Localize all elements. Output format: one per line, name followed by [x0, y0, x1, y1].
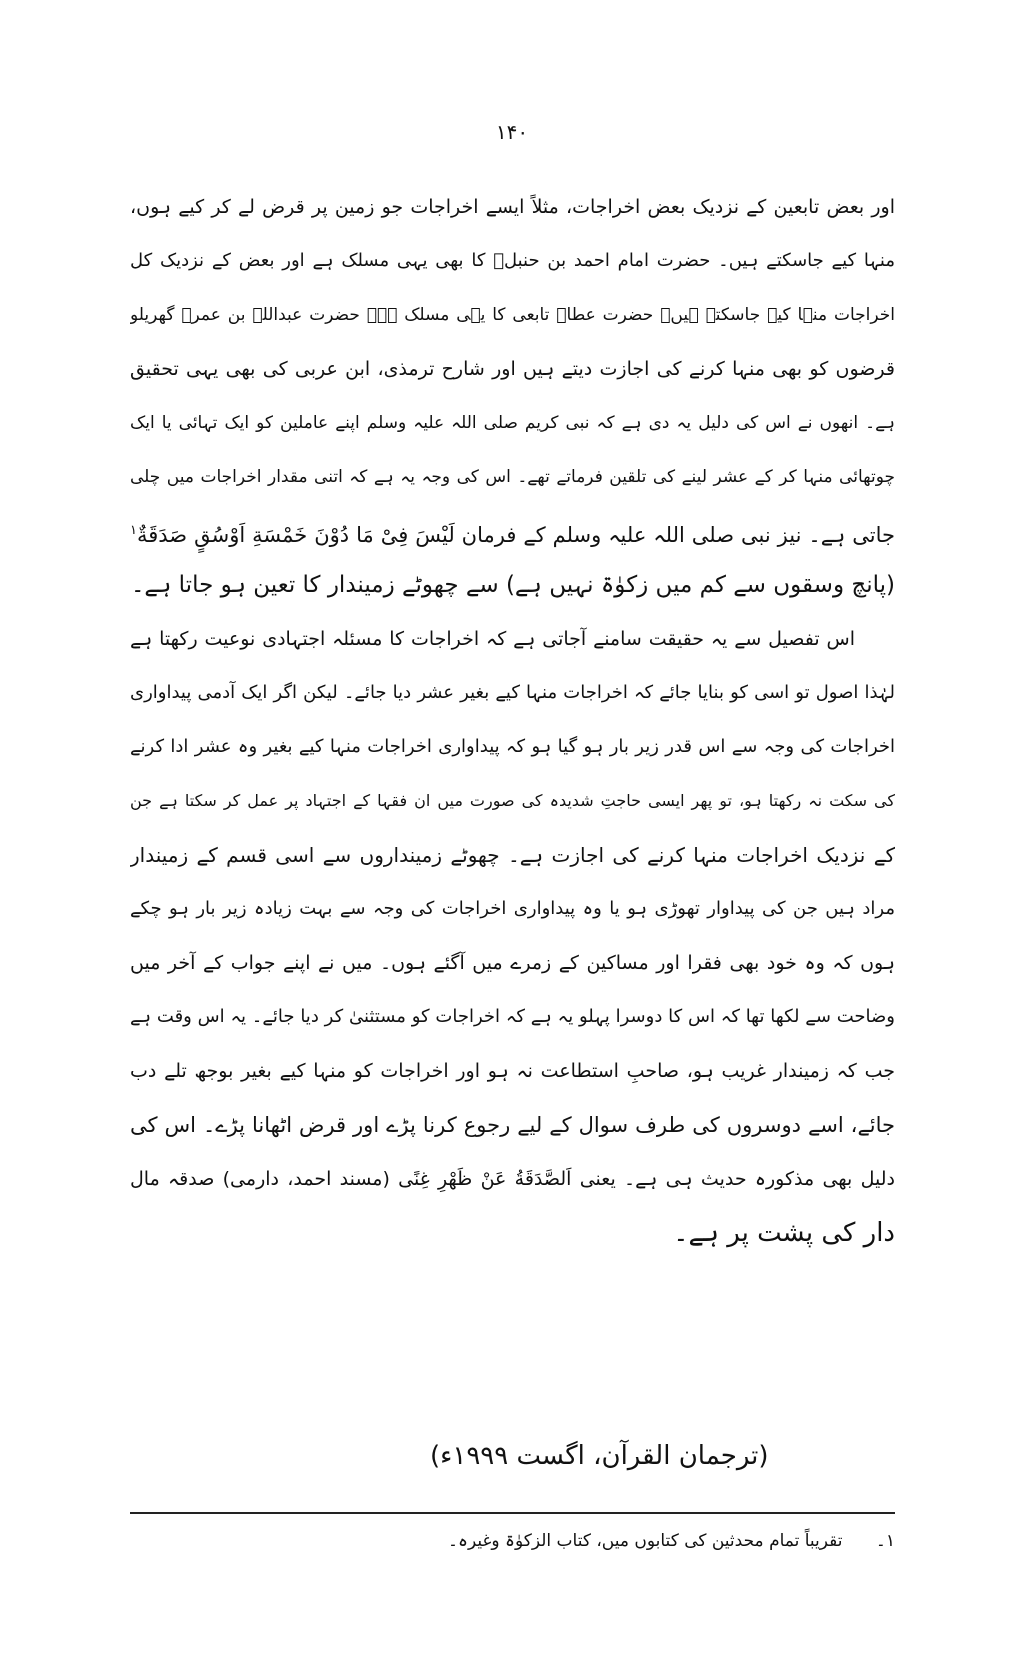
body-text	[130, 180, 895, 1260]
text-line: دار کی پشت پر ہے۔	[673, 1218, 895, 1248]
text-line: منہا کیے جاسکتے ہیں۔ حضرت امام احمد بن حنبلؒ کا بھی یہی مسلک ہے اور بعض کے نزدیک کل	[130, 250, 895, 271]
source-citation: (ترجمان القرآن، اگست ۱۹۹۹ء)	[430, 1441, 769, 1471]
footnote-number: ۱۔	[875, 1531, 895, 1551]
text-line: ہے۔ انھوں نے اس کی دلیل یہ دی ہے کہ نبی کریم صلی اللہ علیہ وسلم اپنے عاملین کو ایک تہائی یا ایک	[130, 413, 895, 433]
text-line: وضاحت سے لکھا تھا کہ اس کا دوسرا پہلو یہ ہے کہ اخراجات کو مستثنیٰ کر دیا جائے۔ یہ اس وقت ہے	[130, 1006, 895, 1027]
text-line-with-note	[130, 504, 895, 558]
text-line: چوتھائی منہا کر کے عشر لینے کی تلقین فرماتے تھے۔ اس کی وجہ یہ ہے کہ اتنی مقدار اخراجات میں چلی	[130, 467, 895, 487]
text-line: اخراجات منہا کیے جاسکتے ہیں۔ حضرت عطاؒ تابعی کا یہی مسلک ہے۔ حضرت عبداللہ بن عمرؓ گھریلو	[130, 305, 895, 325]
text-line: اور بعض تابعین کے نزدیک بعض اخراجات، مثلاً ایسے اخراجات جو زمین پر قرض لے کر کیے ہوں،	[130, 196, 895, 218]
text-line: دلیل بھی مذکورہ حدیث ہی ہے۔ یعنی اَلصَّدَقَةُ عَنْ ظَهْرِ غِنًی (مسند احمد، دارمی) صدقہ مال	[130, 1168, 895, 1190]
text-line: اخراجات کی وجہ سے اس قدر زیر بار ہو گیا ہو کہ پیداواری اخراجات منہا کیے بغیر وہ عشر ادا کرنے	[130, 736, 895, 757]
text-line: کی سکت نہ رکھتا ہو، تو پھر ایسی حاجتِ شدیدہ کی صورت میں ان فقہا کے اجتہاد پر عمل کر سکتا ہے جن	[130, 791, 895, 810]
text-line: کے نزدیک اخراجات منہا کرنے کی اجازت ہے۔ چھوٹے زمینداروں سے اسی قسم کے زمیندار	[130, 843, 895, 867]
page-number: ۱۴۰	[495, 120, 529, 144]
footnote	[130, 1530, 895, 1551]
text-line: جائے، اسے دوسروں کی طرف سوال کے لیے رجوع کرنا پڑے اور قرض اٹھانا پڑے۔ اس کی	[130, 1113, 895, 1137]
text-line: (پانچ وسقوں سے کم میں زکوٰۃ نہیں ہے) سے چھوٹے زمیندار کا تعین ہو جاتا ہے۔	[130, 572, 895, 598]
text-line: مراد ہیں جن کی پیداوار تھوڑی ہو یا وہ پیداواری اخراجات کی وجہ سے بہت زیادہ زیر بار ہو چکے	[130, 898, 895, 919]
footnote-text: تقریباً تمام محدثین کی کتابوں میں، کتاب الزکوٰۃ وغیرہ۔	[448, 1531, 843, 1551]
text-line: جاتی ہے۔ نیز نبی صلی اللہ علیہ وسلم کے فرمان لَیْسَ فِیْ مَا دُوْنَ خَمْسَةِ اَوْسُقٍ صَدَقَةٌ	[136, 523, 895, 547]
text-line: ہوں کہ وہ خود بھی فقرا اور مساکین کے زمرے میں آگئے ہوں۔ میں نے اپنے جواب کے آخر میں	[130, 952, 895, 974]
text-line: لہٰذا اصول تو اسی کو بنایا جائے کہ اخراجات منہا کیے بغیر عشر دیا جائے۔ لیکن اگر ایک آدمی پیداواری	[130, 682, 895, 703]
text-line: اس تفصیل سے یہ حقیقت سامنے آجاتی ہے کہ اخراجات کا مسئلہ اجتہادی نوعیت رکھتا ہے	[130, 628, 855, 650]
footnote-marker: ۱	[130, 523, 137, 538]
footnote-divider	[130, 1512, 895, 1514]
text-line: جب کہ زمیندار غریب ہو، صاحبِ استطاعت نہ ہو اور اخراجات کو منہا کیے بغیر بوجھ تلے دب	[130, 1060, 895, 1082]
text-line: قرضوں کو بھی منہا کرنے کی اجازت دیتے ہیں اور شارح ترمذی، ابن عربی کی بھی یہی تحقیق	[130, 358, 895, 380]
